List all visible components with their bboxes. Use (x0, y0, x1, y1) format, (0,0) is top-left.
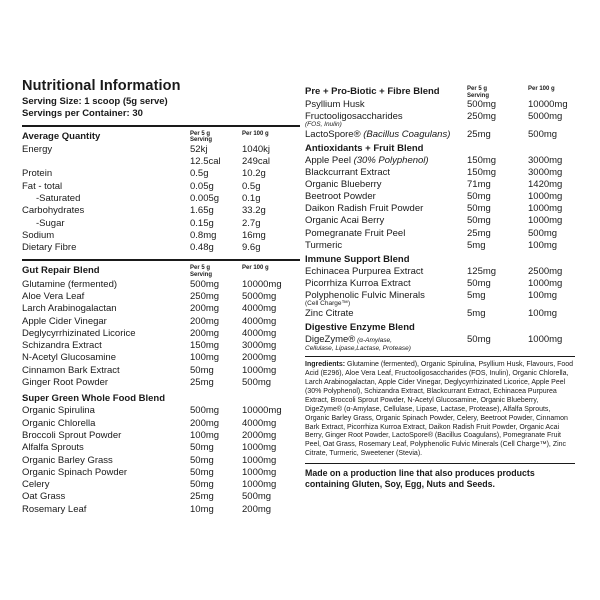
value-per-serving: 125mg (467, 265, 497, 277)
section-heading: Gut Repair Blend (22, 265, 100, 277)
value-per-100g: 500mg (242, 491, 272, 503)
ingredient-name: -Sugar (36, 217, 65, 229)
ingredient-name: Apple Peel (30% Polyphenol) (305, 154, 429, 166)
ingredient-name: Fat - total (22, 180, 63, 192)
value-per-serving: 500mg (190, 405, 220, 417)
ingredient-name: Pomegranate Fruit Peel (305, 227, 406, 239)
value-per-serving: 50mg (190, 442, 214, 454)
section-heading: Pre + Pro-Biotic + Fibre Blend (305, 86, 440, 97)
ingredient-name: Sodium (22, 229, 55, 241)
value-per-100g: 9.6g (242, 242, 261, 254)
ingredient-row (22, 442, 300, 454)
ingredient-row (305, 228, 575, 240)
value-per-100g: 2000mg (242, 429, 277, 441)
ingredient-name: Organic Acai Berry (305, 215, 385, 227)
value-per-100g: 1000mg (528, 277, 563, 289)
right-column (305, 84, 575, 490)
ingredient-row (305, 266, 575, 278)
ingredient-row (22, 279, 300, 291)
value-per-serving: 0.8mg (190, 229, 217, 241)
ingredient-name: Daikon Radish Fruit Powder (305, 203, 424, 215)
ingredient-name (22, 156, 190, 168)
ingredient-row (305, 215, 575, 227)
value-per-serving: 25mg (467, 128, 491, 140)
value-per-serving: 150mg (467, 154, 497, 166)
ingredient-row (22, 144, 300, 156)
value-per-100g: 200mg (242, 503, 272, 515)
ingredient-row (22, 303, 300, 315)
divider-mid (22, 259, 300, 261)
value-per-serving: 250mg (190, 290, 220, 302)
ingredient-name: LactoSpore® (Bacillus Coagulans) (305, 128, 451, 140)
ingredient-name: Energy (22, 143, 53, 155)
page-title: Nutritional Information (22, 78, 181, 94)
value-per-100g: 1000mg (528, 333, 563, 345)
ingredient-row (305, 111, 575, 129)
value-per-serving: 50mg (190, 454, 214, 466)
value-per-100g: 1420mg (528, 179, 563, 191)
value-per-100g: 0.5g (242, 180, 261, 192)
value-per-serving: 52kj (190, 143, 208, 155)
ingredient-name: Blackcurrant Extract (305, 167, 390, 179)
value-per-serving: 50mg (190, 479, 214, 491)
ingredient-name: Zinc Citrate (305, 307, 354, 319)
value-per-serving: 25mg (467, 227, 491, 239)
value-per-100g: 500mg (242, 377, 272, 389)
ingredient-row (22, 316, 300, 328)
value-per-100g: 1000mg (242, 454, 277, 466)
ingredient-row (22, 352, 300, 364)
ingredient-row (22, 168, 300, 180)
section-heading: Immune Support Blend (305, 253, 410, 265)
value-per-serving: 0.05g (190, 180, 214, 192)
column-header-per-100g: Per 100 g (528, 86, 555, 92)
ingredient-name: Psyllium Husk (305, 99, 365, 111)
ingredient-row (305, 129, 575, 141)
ingredient-name: -Saturated (36, 192, 81, 204)
value-per-100g: 0.1g (242, 192, 261, 204)
value-per-serving: 5mg (467, 239, 486, 251)
value-per-100g: 33.2g (242, 205, 266, 217)
value-per-100g: 3000mg (528, 154, 563, 166)
value-per-serving: 250mg (467, 111, 497, 123)
value-per-serving: 100mg (190, 429, 220, 441)
ingredient-row (22, 467, 300, 479)
ingredient-name: Apple Cider Vinegar (22, 315, 107, 327)
ingredient-row (305, 203, 575, 215)
value-per-100g: 10000mg (242, 405, 282, 417)
ingredient-name: Organic Chlorella (22, 417, 96, 429)
value-per-serving: 200mg (190, 417, 220, 429)
value-per-serving: 71mg (467, 179, 491, 191)
ingredient-row (22, 218, 300, 230)
ingredient-name: Aloe Vera Leaf (22, 290, 85, 302)
value-per-serving: 5mg (467, 307, 486, 319)
ingredient-row (22, 181, 300, 193)
ingredient-row (305, 278, 575, 290)
ingredient-name: Organic Spinach Powder (22, 466, 128, 478)
ingredient-row (22, 340, 300, 352)
value-per-100g: 3000mg (528, 167, 563, 179)
section-super-green-blend (22, 392, 300, 516)
value-per-serving: 50mg (467, 277, 491, 289)
ingredients-label: Ingredients: (305, 361, 346, 369)
ingredient-name: Ginger Root Powder (22, 377, 109, 389)
ingredient-name: N-Acetyl Glucosamine (22, 352, 116, 364)
ingredient-name: Picorrhiza Kurroa Extract (305, 277, 411, 289)
value-per-100g: 500mg (528, 227, 558, 239)
ingredient-name: Schizandra Extract (22, 340, 102, 352)
value-per-100g: 249cal (242, 156, 270, 168)
ingredient-row (22, 291, 300, 303)
column-header-per-serving: Per 5 g Serving (467, 86, 490, 99)
ingredient-name: Celery (22, 479, 50, 491)
ingredient-name: Carbohydrates (22, 205, 85, 217)
value-per-serving: 25mg (190, 491, 214, 503)
value-per-serving: 50mg (467, 203, 491, 215)
ingredient-row (22, 365, 300, 377)
value-per-serving: 200mg (190, 315, 220, 327)
value-per-100g: 1000mg (528, 191, 563, 203)
value-per-serving: 50mg (467, 191, 491, 203)
value-per-100g: 1040kj (242, 143, 270, 155)
ingredient-row (22, 242, 300, 254)
value-per-100g: 16mg (242, 229, 266, 241)
value-per-100g: 100mg (528, 239, 558, 251)
value-per-serving: 150mg (190, 340, 220, 352)
ingredient-row (305, 308, 575, 320)
ingredient-row (22, 205, 300, 217)
ingredient-row (22, 479, 300, 491)
value-per-serving: 150mg (467, 167, 497, 179)
column-header-per-serving: Per 5 g Serving (190, 130, 213, 144)
ingredient-name: Organic Barley Grass (22, 454, 113, 466)
value-per-100g: 10000mg (528, 99, 568, 111)
section-average-quantity (22, 130, 300, 255)
ingredient-name: Alfalfa Sprouts (22, 442, 84, 454)
value-per-serving: 50mg (190, 466, 214, 478)
value-per-100g: 5000mg (528, 111, 563, 123)
section-pre-probiotic-blend (305, 85, 575, 141)
value-per-serving: 0.5g (190, 168, 209, 180)
value-per-serving: 200mg (190, 327, 220, 339)
ingredient-name: Echinacea Purpurea Extract (305, 265, 424, 277)
ingredient-name: DigeZyme® (α-Amylase, Cellulase, Lipase,Lactase, Protease) (305, 333, 411, 352)
section-digestive-blend (305, 321, 575, 353)
section-immune-blend (305, 253, 575, 320)
value-per-serving: 0.48g (190, 242, 214, 254)
value-per-serving: 0.15g (190, 217, 214, 229)
value-per-100g: 1000mg (242, 479, 277, 491)
value-per-100g: 3000mg (242, 340, 277, 352)
ingredients-text: Glutamine (fermented), Organic Spirulina, Psyllium Husk, Flavours, Food Acid (E296), Aloe Vera Leaf, Fructooligosaccharides (FOS, Inulin), Organic Chlorella, Larch Arabinogalactan, Apple Cider Vinegar, Deglycyrrhizinated Licorice, Apple Peel (30% Polyphenol), Schizandra Extract, Blackcurrant Extract, Echinacea Purpurea Extract, Broccoli Sprout Powder, N-Acetyl Glucosamine, Organic Blueberry, DigeZyme® (α-Amylase, Cellulase, Lipase, Lactase, Protease), Alfalfa Sprouts, Organic Barley Grass, Organic Spinach Powder, Celery, Beetroot Powder, Cinnamon Bark Extract, Picorrhiza Kurroa Extract, Daikon Radish Fruit Powder, Organic Acai Berry, Ginger Root Powder, LactoSpore® (Bacillus Coagulans), Pomegranate Fruit Peel, Oat Grass, Rosemary Leaf, Polyphenolic Fulvic Minerals (Cell Charge™), Zinc Citrate, Turmeric, Sweetener (Stevia). (305, 361, 574, 458)
value-per-100g: 1000mg (242, 442, 277, 454)
ingredient-row (305, 167, 575, 179)
ingredient-row (22, 156, 300, 168)
value-per-100g: 2.7g (242, 217, 261, 229)
ingredient-name: Organic Spirulina (22, 405, 95, 417)
section-heading: Digestive Enzyme Blend (305, 321, 415, 333)
value-per-serving: 500mg (467, 99, 497, 111)
section-heading: Antioxidants + Fruit Blend (305, 142, 424, 154)
ingredient-row (22, 418, 300, 430)
value-per-serving: 50mg (190, 364, 214, 376)
value-per-serving: 50mg (467, 215, 491, 227)
ingredient-row (305, 99, 575, 111)
left-column (22, 78, 300, 516)
value-per-serving: 5mg (467, 289, 486, 301)
value-per-serving: 12.5cal (190, 156, 221, 168)
value-per-100g: 4000mg (242, 315, 277, 327)
value-per-serving: 10mg (190, 503, 214, 515)
allergen-statement: Made on a production line that also produces products containing Gluten, Soy, Egg, Nuts and Seeds. (305, 468, 535, 490)
column-header-per-100g: Per 100 g (242, 265, 269, 272)
ingredient-row (305, 155, 575, 167)
ingredient-name: Dietary Fibre (22, 242, 77, 254)
column-header-per-100g: Per 100 g (242, 130, 269, 137)
ingredient-row (305, 179, 575, 191)
ingredient-row (22, 504, 300, 516)
divider-top (22, 125, 300, 127)
ingredient-name: Turmeric (305, 239, 343, 251)
ingredient-name: Deglycyrrhizinated Licorice (22, 327, 136, 339)
ingredient-name: Larch Arabinogalactan (22, 303, 117, 315)
ingredient-name: Fructooligosaccharides (FOS, Inulin) (305, 111, 403, 129)
ingredient-row (305, 334, 575, 353)
ingredient-name: Rosemary Leaf (22, 503, 87, 515)
section-gut-repair-blend (22, 264, 300, 389)
value-per-serving: 25mg (190, 377, 214, 389)
ingredient-name: Oat Grass (22, 491, 66, 503)
value-per-100g: 4000mg (242, 327, 277, 339)
ingredient-name: Glutamine (fermented) (22, 278, 118, 290)
ingredient-name: Polyphenolic Fulvic Minerals (Cell Charge™) (305, 289, 425, 307)
ingredient-row (305, 290, 575, 308)
column-header-per-serving: Per 5 g Serving (190, 265, 213, 279)
value-per-100g: 4000mg (242, 417, 277, 429)
ingredient-row (22, 230, 300, 242)
divider-ingredients-bottom (305, 463, 575, 464)
ingredient-row (22, 491, 300, 503)
ingredient-name: Cinnamon Bark Extract (22, 364, 120, 376)
value-per-100g: 10000mg (242, 278, 282, 290)
value-per-serving: 1.65g (190, 205, 214, 217)
ingredient-row (22, 377, 300, 389)
ingredient-row (22, 193, 300, 205)
ingredient-row (305, 240, 575, 252)
value-per-100g: 2000mg (242, 352, 277, 364)
servings-per-container-line: Servings per Container: 30 (22, 107, 143, 119)
value-per-100g: 1000mg (528, 203, 563, 215)
ingredients-paragraph (305, 361, 575, 459)
value-per-serving: 100mg (190, 352, 220, 364)
section-antioxidants-blend (305, 142, 575, 252)
value-per-100g: 1000mg (242, 466, 277, 478)
ingredient-row (22, 455, 300, 467)
ingredient-name: Organic Blueberry (305, 179, 382, 191)
value-per-100g: 5000mg (242, 290, 277, 302)
value-per-serving: 0.005g (190, 192, 220, 204)
ingredient-name: Beetroot Powder (305, 191, 376, 203)
ingredient-row (22, 430, 300, 442)
value-per-100g: 1000mg (242, 364, 277, 376)
value-per-serving: 50mg (467, 333, 491, 345)
value-per-100g: 100mg (528, 307, 558, 319)
serving-size-line: Serving Size: 1 scoop (5g serve) (22, 96, 168, 107)
section-heading: Average Quantity (22, 130, 101, 142)
section-heading: Super Green Whole Food Blend (22, 393, 166, 405)
value-per-100g: 500mg (528, 128, 558, 140)
value-per-100g: 2500mg (528, 265, 563, 277)
value-per-serving: 500mg (190, 278, 220, 290)
value-per-100g: 4000mg (242, 303, 277, 315)
ingredient-row (22, 405, 300, 417)
ingredient-row (305, 191, 575, 203)
divider-ingredients-top (305, 356, 575, 357)
value-per-serving: 200mg (190, 303, 220, 315)
ingredient-row (22, 328, 300, 340)
value-per-100g: 100mg (528, 289, 558, 301)
ingredient-name: Broccoli Sprout Powder (22, 429, 122, 441)
value-per-100g: 1000mg (528, 215, 563, 227)
ingredient-name: Protein (22, 168, 53, 180)
value-per-100g: 10.2g (242, 168, 266, 180)
